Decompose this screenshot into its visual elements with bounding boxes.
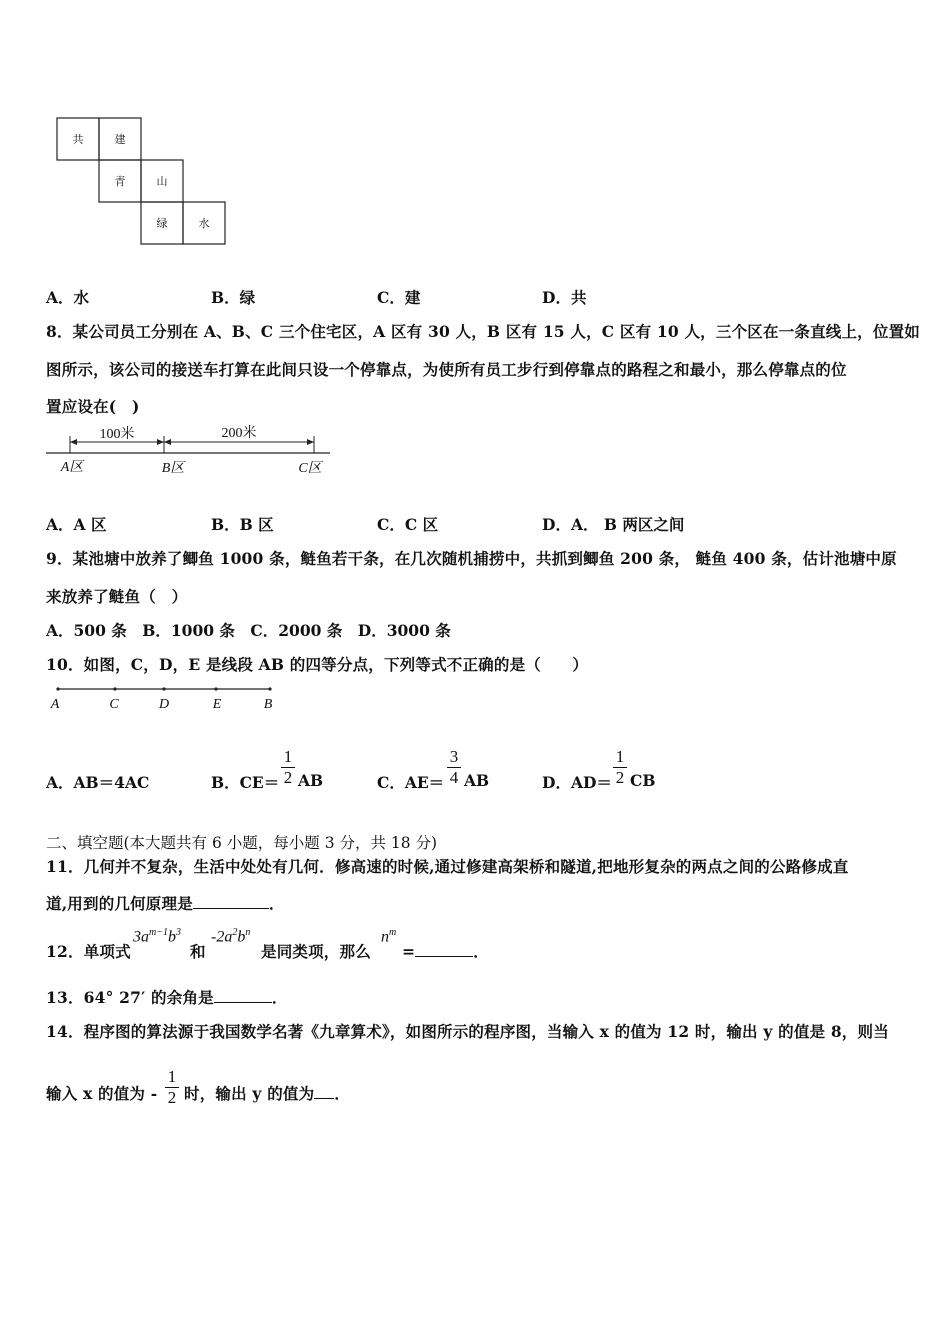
q8-distance-figure	[44, 422, 334, 480]
q8-option-b: B．B 区	[211, 515, 274, 534]
q12-term-2-b: b	[237, 928, 246, 946]
cube-net-figure	[50, 112, 240, 252]
q7-option-a: A．水	[46, 288, 90, 307]
q12-term-1-base: 3a	[133, 928, 149, 946]
q12-equals: =	[402, 942, 416, 961]
q8-point-a: A区	[60, 460, 84, 475]
q12-power-base: n	[381, 928, 389, 946]
q8-line-3: 置应设在( )	[46, 397, 140, 416]
q14-answer-blank	[314, 1084, 334, 1099]
q8-dist-2: 200米	[221, 426, 257, 441]
q12-term-1-b-exp: 3	[175, 927, 181, 938]
q8-line-1: 8．某公司员工分别在 A、B、C 三个住宅区，A 区有 30 人，B 区有 15 人，C 区有 10 人，三个区在一条直线上，位置如	[46, 322, 920, 341]
q11-answer-blank	[193, 894, 269, 909]
q10-d-numerator: 1	[615, 747, 625, 766]
q14-line-2-suffix	[184, 1082, 350, 1104]
section-2-title: 二、填空题(本大题共有 6 小题，每小题 3 分，共 18 分)	[46, 834, 438, 852]
q12-term-2-b-exp: n	[245, 927, 251, 938]
q12-and: 和	[190, 942, 206, 961]
q10-option-d-fraction	[613, 748, 627, 787]
q8-line-2: 图所示，该公司的接送车打算在此间只设一个停靠点，为使所有员工步行到停靠点的路程之和最小，那么停靠点的位	[46, 360, 847, 379]
q12-term-1-b: b	[167, 928, 176, 946]
q10-point-d: D	[158, 697, 170, 712]
q10-segment-figure	[44, 680, 284, 720]
q11-end: ．	[268, 894, 285, 913]
q8-point-c: C区	[298, 461, 322, 476]
q10-c-denominator: 4	[449, 768, 459, 787]
q14-fraction	[165, 1068, 179, 1107]
q11-line-2	[46, 892, 285, 914]
q10-option-b-fraction	[281, 748, 295, 787]
q12-end: ．	[473, 942, 489, 961]
q8-option-d: D．A． B 两区之间	[542, 515, 685, 534]
q10-option-b-prefix: B．CE＝	[211, 773, 280, 792]
q10-c-numerator: 3	[449, 747, 459, 766]
q9-line-1: 9．某池塘中放养了鲫鱼 1000 条，鲢鱼若干条，在几次随机捕捞中，共抓到鲫鱼 200 条， 鲢鱼 400 条，估计池塘中原	[46, 549, 897, 568]
net-cell-4: 山	[156, 176, 168, 188]
q7-option-d: D．共	[542, 288, 587, 307]
q10-option-d-suffix: CB	[630, 771, 656, 790]
net-cell-1: 共	[72, 134, 84, 146]
q13-answer-blank	[214, 988, 272, 1003]
q12-power	[381, 927, 396, 946]
q12-term-2-exp: 2	[232, 927, 238, 938]
net-cell-3: 青	[114, 176, 126, 188]
q12-prefix: 12．单项式	[46, 942, 131, 961]
q13-end: ．	[271, 988, 288, 1007]
q9-options: A．500 条 B．1000 条 C．2000 条 D．3000 条	[46, 621, 451, 640]
q10-point-e: E	[212, 697, 222, 712]
q11-line-1: 11．几何并不复杂，生活中处处有几何．修高速的时候,通过修建高架桥和隧道,把地形复杂的两点之间的公路修成直	[46, 857, 849, 876]
net-cell-6: 水	[198, 218, 210, 230]
q14-line-2-prefix: 输入 x 的值为 -	[46, 1084, 158, 1103]
q10-point-c: C	[109, 697, 119, 712]
q12-power-exp: m	[389, 927, 397, 938]
q10-b-numerator: 1	[283, 747, 293, 766]
q8-dist-1: 100米	[99, 427, 135, 442]
q13-text: 13．64° 27′ 的余角是	[46, 988, 214, 1007]
q13-line	[46, 986, 288, 1008]
q12-middle: 是同类项，那么	[261, 942, 371, 961]
q10-b-denominator: 2	[283, 768, 293, 787]
q12-answer-blank	[415, 942, 473, 957]
q10-line-1: 10．如图，C，D，E 是线段 AB 的四等分点，下列等式不正确的是（ ）	[46, 655, 589, 674]
q14-end: ．	[334, 1084, 351, 1103]
q10-option-b-suffix: AB	[298, 771, 324, 790]
net-cell-2: 建	[114, 134, 126, 146]
q9-line-2: 来放养了鲢鱼（ ）	[46, 587, 188, 606]
q12-term-2	[211, 927, 250, 946]
q10-point-a: A	[50, 697, 60, 712]
net-cell-5: 绿	[156, 218, 168, 230]
q10-option-c-suffix: AB	[464, 771, 490, 790]
q10-option-c-fraction	[447, 748, 461, 787]
q14-numerator: 1	[167, 1067, 177, 1086]
q10-option-d-prefix: D．AD＝	[542, 773, 612, 792]
q7-option-c: C．建	[377, 288, 421, 307]
q12-term-1-exp: m−1	[149, 927, 168, 938]
q8-option-a: A．A 区	[46, 515, 107, 534]
q11-text: 道,用到的几何原理是	[46, 894, 193, 913]
q12-term-2-base: -2a	[211, 928, 233, 946]
q10-option-c-prefix: C．AE＝	[377, 773, 445, 792]
q14-line-1: 14．程序图的算法源于我国数学名著《九章算术》，如图所示的程序图，当输入 x 的值为 12 时，输出 y 的值是 8，则当	[46, 1022, 889, 1041]
q12-term-1	[133, 927, 181, 946]
q10-d-denominator: 2	[615, 768, 625, 787]
q8-option-c: C．C 区	[377, 515, 439, 534]
q7-option-b: B．绿	[211, 288, 256, 307]
q14-denominator: 2	[167, 1088, 177, 1107]
q12-answer	[402, 940, 489, 962]
q14-text: 时，输出 y 的值为	[184, 1084, 315, 1103]
q10-option-a: A．AB＝4AC	[46, 773, 150, 792]
q10-point-b: B	[263, 697, 273, 712]
q8-point-b: B区	[161, 461, 185, 476]
